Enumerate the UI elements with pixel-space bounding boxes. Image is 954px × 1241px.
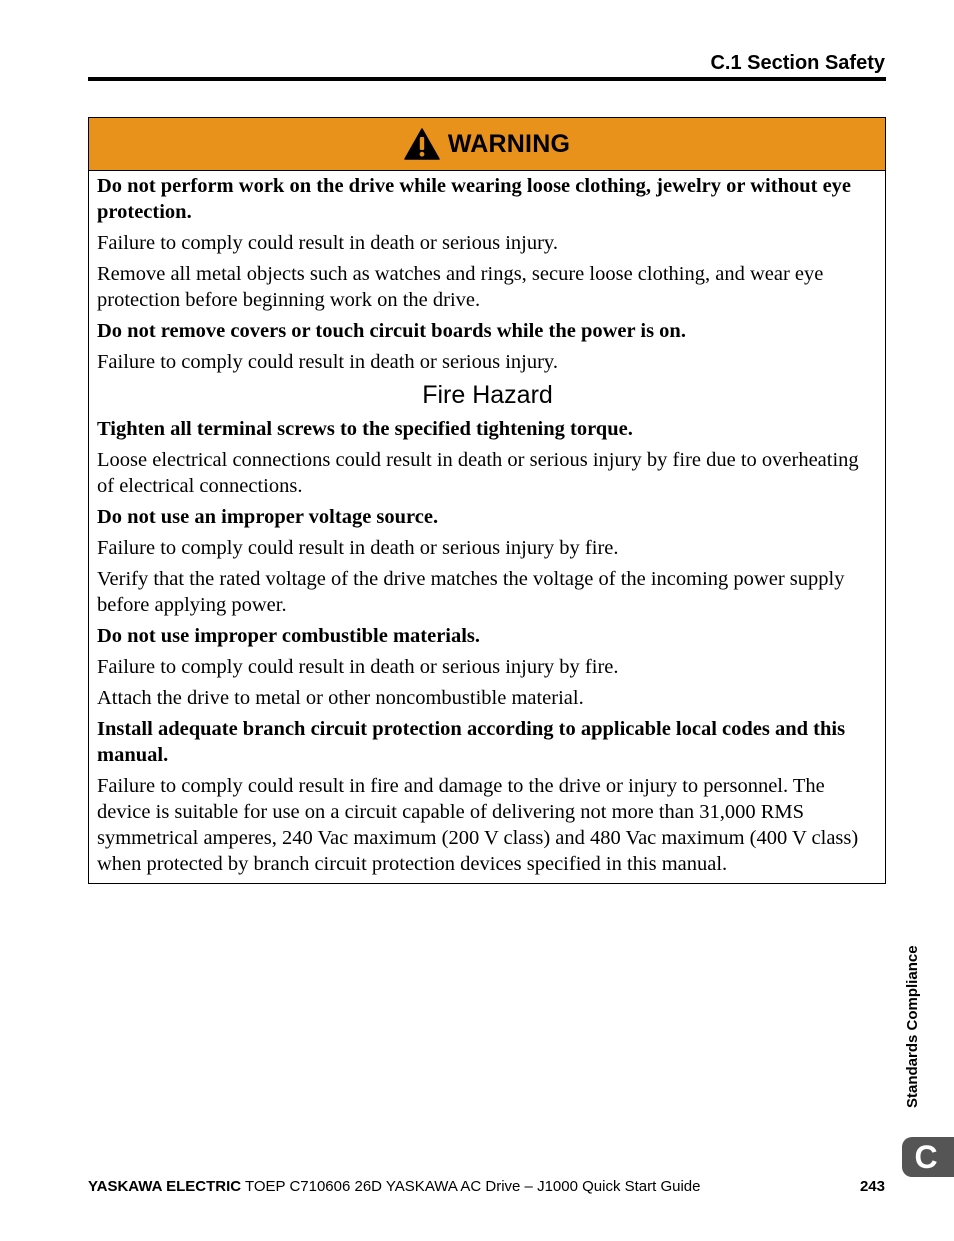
warning-instruction: Tighten all terminal screws to the specified tightening torque. bbox=[97, 418, 633, 440]
warning-consequence: Failure to comply could result in death or serious injury. bbox=[97, 232, 558, 254]
warning-instruction: Install adequate branch circuit protection according to applicable local codes and this manual. bbox=[97, 718, 846, 766]
footer-brand: YASKAWA ELECTRIC bbox=[88, 1178, 242, 1195]
warning-bar bbox=[89, 118, 885, 171]
page-number: 243 bbox=[859, 1178, 885, 1195]
warning-triangle-icon bbox=[404, 128, 440, 160]
chapter-tab-letter: C bbox=[914, 1138, 938, 1175]
warning-box bbox=[88, 117, 886, 884]
warning-consequence: Failure to comply could result in death or serious injury by fire. bbox=[97, 656, 619, 678]
side-section-label: Standards Compliance bbox=[904, 945, 921, 1108]
warning-consequence: Failure to comply could result in fire and damage to the drive or injury to personnel. The device is suitable for use on a circuit capable of delivering not more than 31,000 RMS symmetrical amperes, 240 Vac maximum (200 V class) and 480 Vac maximum (400 V class) when protected by branch circuit protection devices specified in this manual. bbox=[97, 775, 859, 875]
header-rule bbox=[88, 77, 886, 81]
warning-paragraphs-part1 bbox=[97, 173, 878, 375]
warning-instruction: Do not remove covers or touch circuit boards while the power is on. bbox=[97, 320, 686, 342]
warning-consequence: Verify that the rated voltage of the drive matches the voltage of the incoming power supply before applying power. bbox=[97, 568, 845, 616]
section-title: C.1 Section Safety bbox=[710, 52, 885, 74]
footer-doc-title: TOEP C710606 26D YASKAWA AC Drive – J1000 Quick Start Guide bbox=[241, 1178, 701, 1195]
warning-instruction: Do not perform work on the drive while wearing loose clothing, jewelry or without eye protection. bbox=[97, 175, 852, 223]
chapter-tab bbox=[902, 1137, 954, 1177]
warning-instruction: Do not use improper combustible materials. bbox=[97, 625, 481, 647]
warning-consequence: Remove all metal objects such as watches and rings, secure loose clothing, and wear eye protection before beginning work on the drive. bbox=[97, 263, 824, 311]
footer-doc-info bbox=[88, 1178, 700, 1195]
warning-label: WARNING bbox=[447, 129, 571, 158]
warning-consequence: Failure to comply could result in death or serious injury by fire. bbox=[97, 537, 619, 559]
warning-consequence: Failure to comply could result in death or serious injury. bbox=[97, 351, 558, 373]
warning-consequence: Loose electrical connections could result in death or serious injury by fire due to overheating of electrical connections. bbox=[97, 449, 859, 497]
fire-hazard-heading: Fire Hazard bbox=[422, 381, 553, 409]
warning-instruction: Do not use an improper voltage source. bbox=[97, 506, 439, 528]
warning-paragraphs-part2 bbox=[97, 416, 878, 877]
warning-consequence: Attach the drive to metal or other noncombustible material. bbox=[97, 687, 584, 709]
warning-content bbox=[89, 171, 885, 877]
